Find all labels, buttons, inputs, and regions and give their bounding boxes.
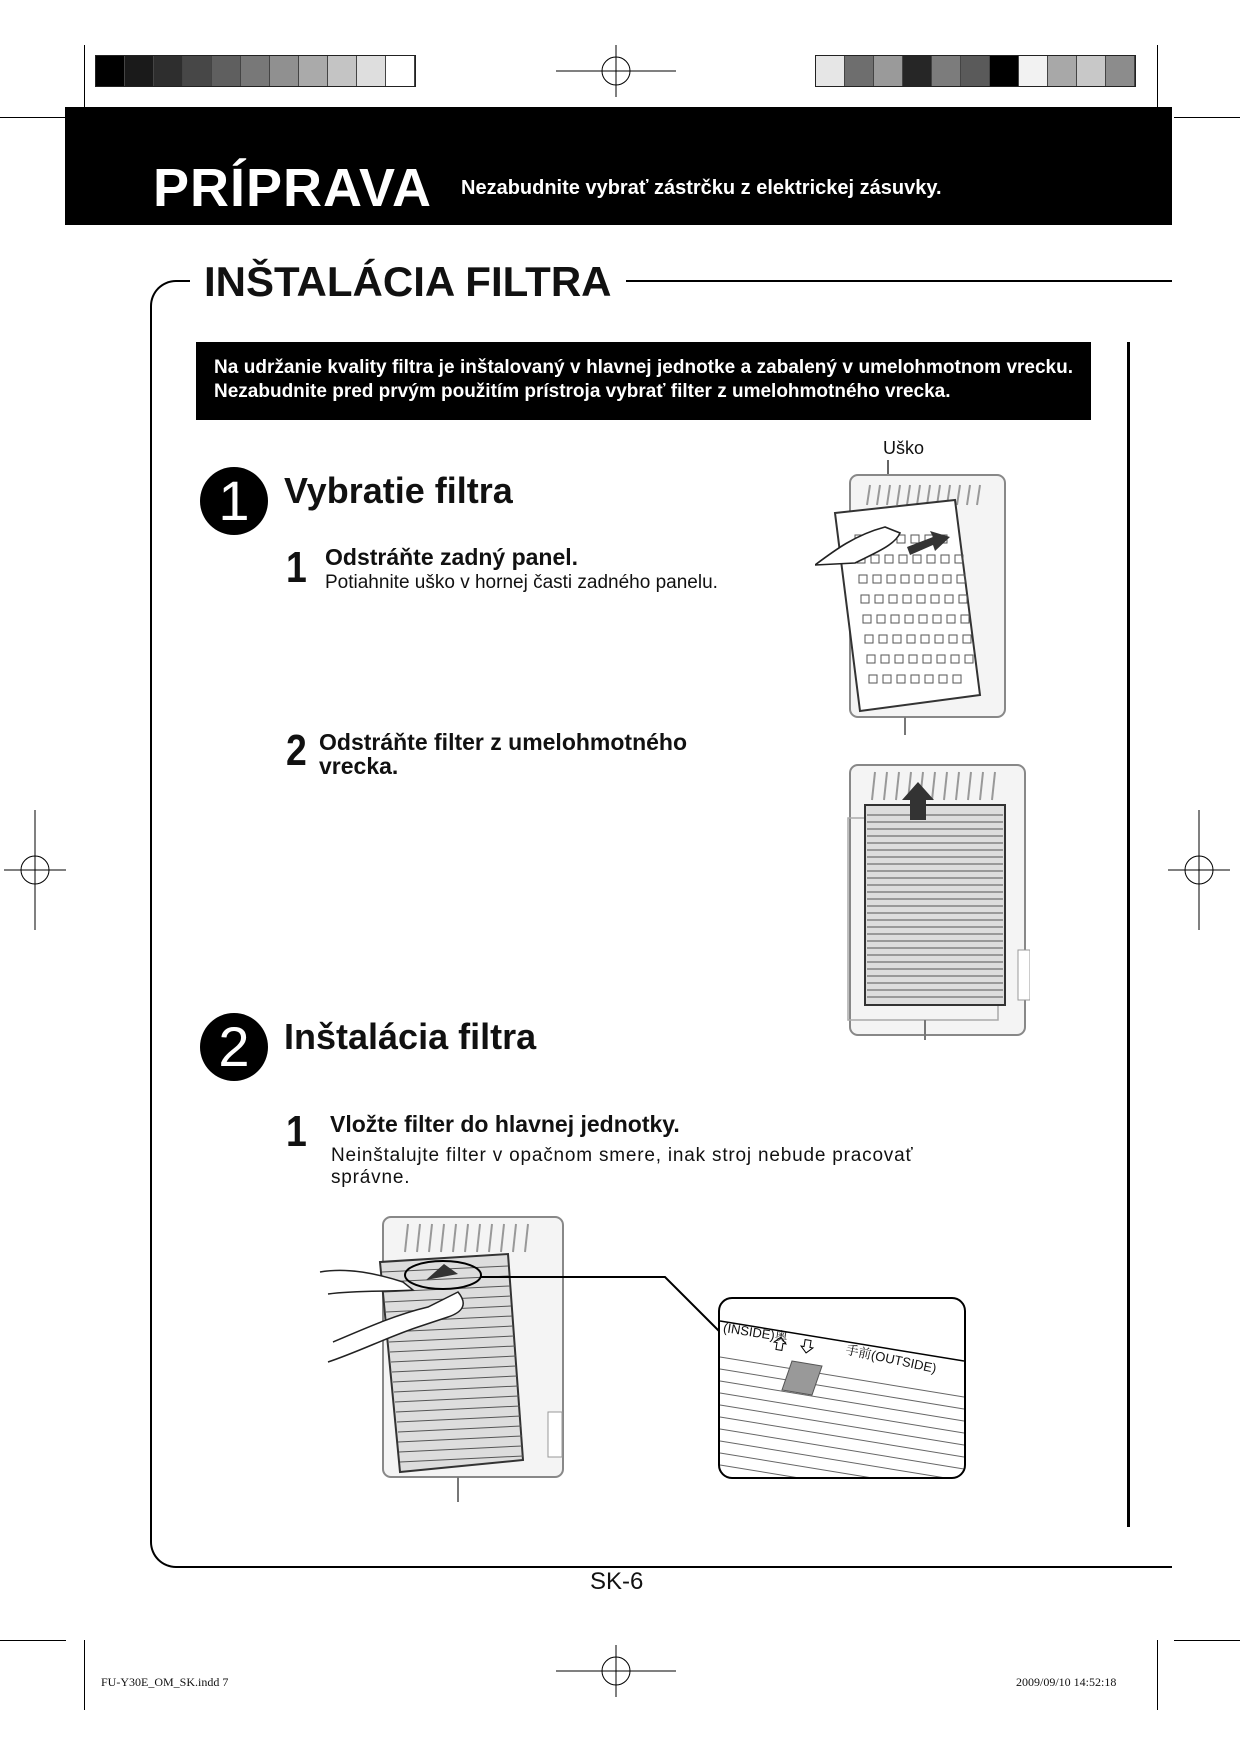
substep-heading: Vložte filter do hlavnej jednotky.	[330, 1111, 680, 1137]
step-2-title: Inštalácia filtra	[284, 1016, 537, 1057]
color-bar-right	[815, 55, 1136, 87]
callout-box	[718, 1297, 966, 1479]
print-timestamp: 2009/09/10 14:52:18	[1016, 1675, 1117, 1689]
registration-mark-right	[1168, 810, 1230, 930]
step-1-badge: 1	[200, 467, 268, 535]
registration-mark-bottom	[556, 1645, 676, 1697]
right-rule	[1127, 342, 1130, 1527]
figure-label-tab: Uško	[883, 438, 925, 458]
page-number: SK-6	[590, 1568, 644, 1595]
registration-mark-left	[4, 810, 66, 930]
substep-number: 2	[286, 726, 307, 775]
color-bar-left	[95, 55, 416, 87]
crop-mark	[1174, 1640, 1240, 1641]
step-1-title: Vybratie filtra	[284, 470, 513, 511]
registration-mark-top	[556, 45, 676, 97]
file-slug: FU-Y30E_OM_SK.indd 7	[101, 1675, 229, 1689]
crop-mark	[84, 1640, 85, 1710]
crop-mark	[1174, 117, 1240, 118]
section-title: INŠTALÁCIA FILTRA	[190, 258, 626, 306]
crop-mark	[0, 117, 66, 118]
figure-remove-panel	[815, 455, 1015, 735]
crop-mark	[1157, 1640, 1158, 1710]
header-banner	[65, 107, 1172, 225]
callout-outside-label: 手前(OUTSIDE)	[844, 1341, 938, 1376]
crop-mark	[0, 1640, 66, 1641]
page-title: PRÍPRAVA	[153, 158, 433, 218]
step-2-badge: 2	[200, 1013, 268, 1081]
notice-box: Na udržanie kvality filtra je inštalovaný v hlavnej jednotke a zabalený v umelohmotnom vrecku. Nezabudnite pred prvým použitím prístroja vybrať filter z umelohmotného vrecka.	[196, 342, 1091, 420]
figure-remove-filter	[840, 760, 1030, 1040]
substep-heading: Odstráňte filter z umelohmotného vrecka.	[319, 729, 688, 779]
figure-insert-filter	[318, 1212, 568, 1507]
header-subtitle: Nezabudnite vybrať zástrčku z elektrickej zásuvky.	[461, 177, 942, 199]
substep-number: 1	[286, 543, 307, 592]
substep-text: Potiahnite uško v hornej časti zadného panelu.	[325, 572, 718, 593]
callout-inside-label: (INSIDE)奥	[722, 1319, 789, 1345]
callout-connector	[475, 1270, 725, 1350]
substep-heading: Odstráňte zadný panel.	[325, 544, 579, 570]
substep-text: Neinštalujte filter v opačnom smere, inak stroj nebude pracovať správne.	[331, 1145, 914, 1188]
substep-number: 1	[286, 1107, 307, 1156]
